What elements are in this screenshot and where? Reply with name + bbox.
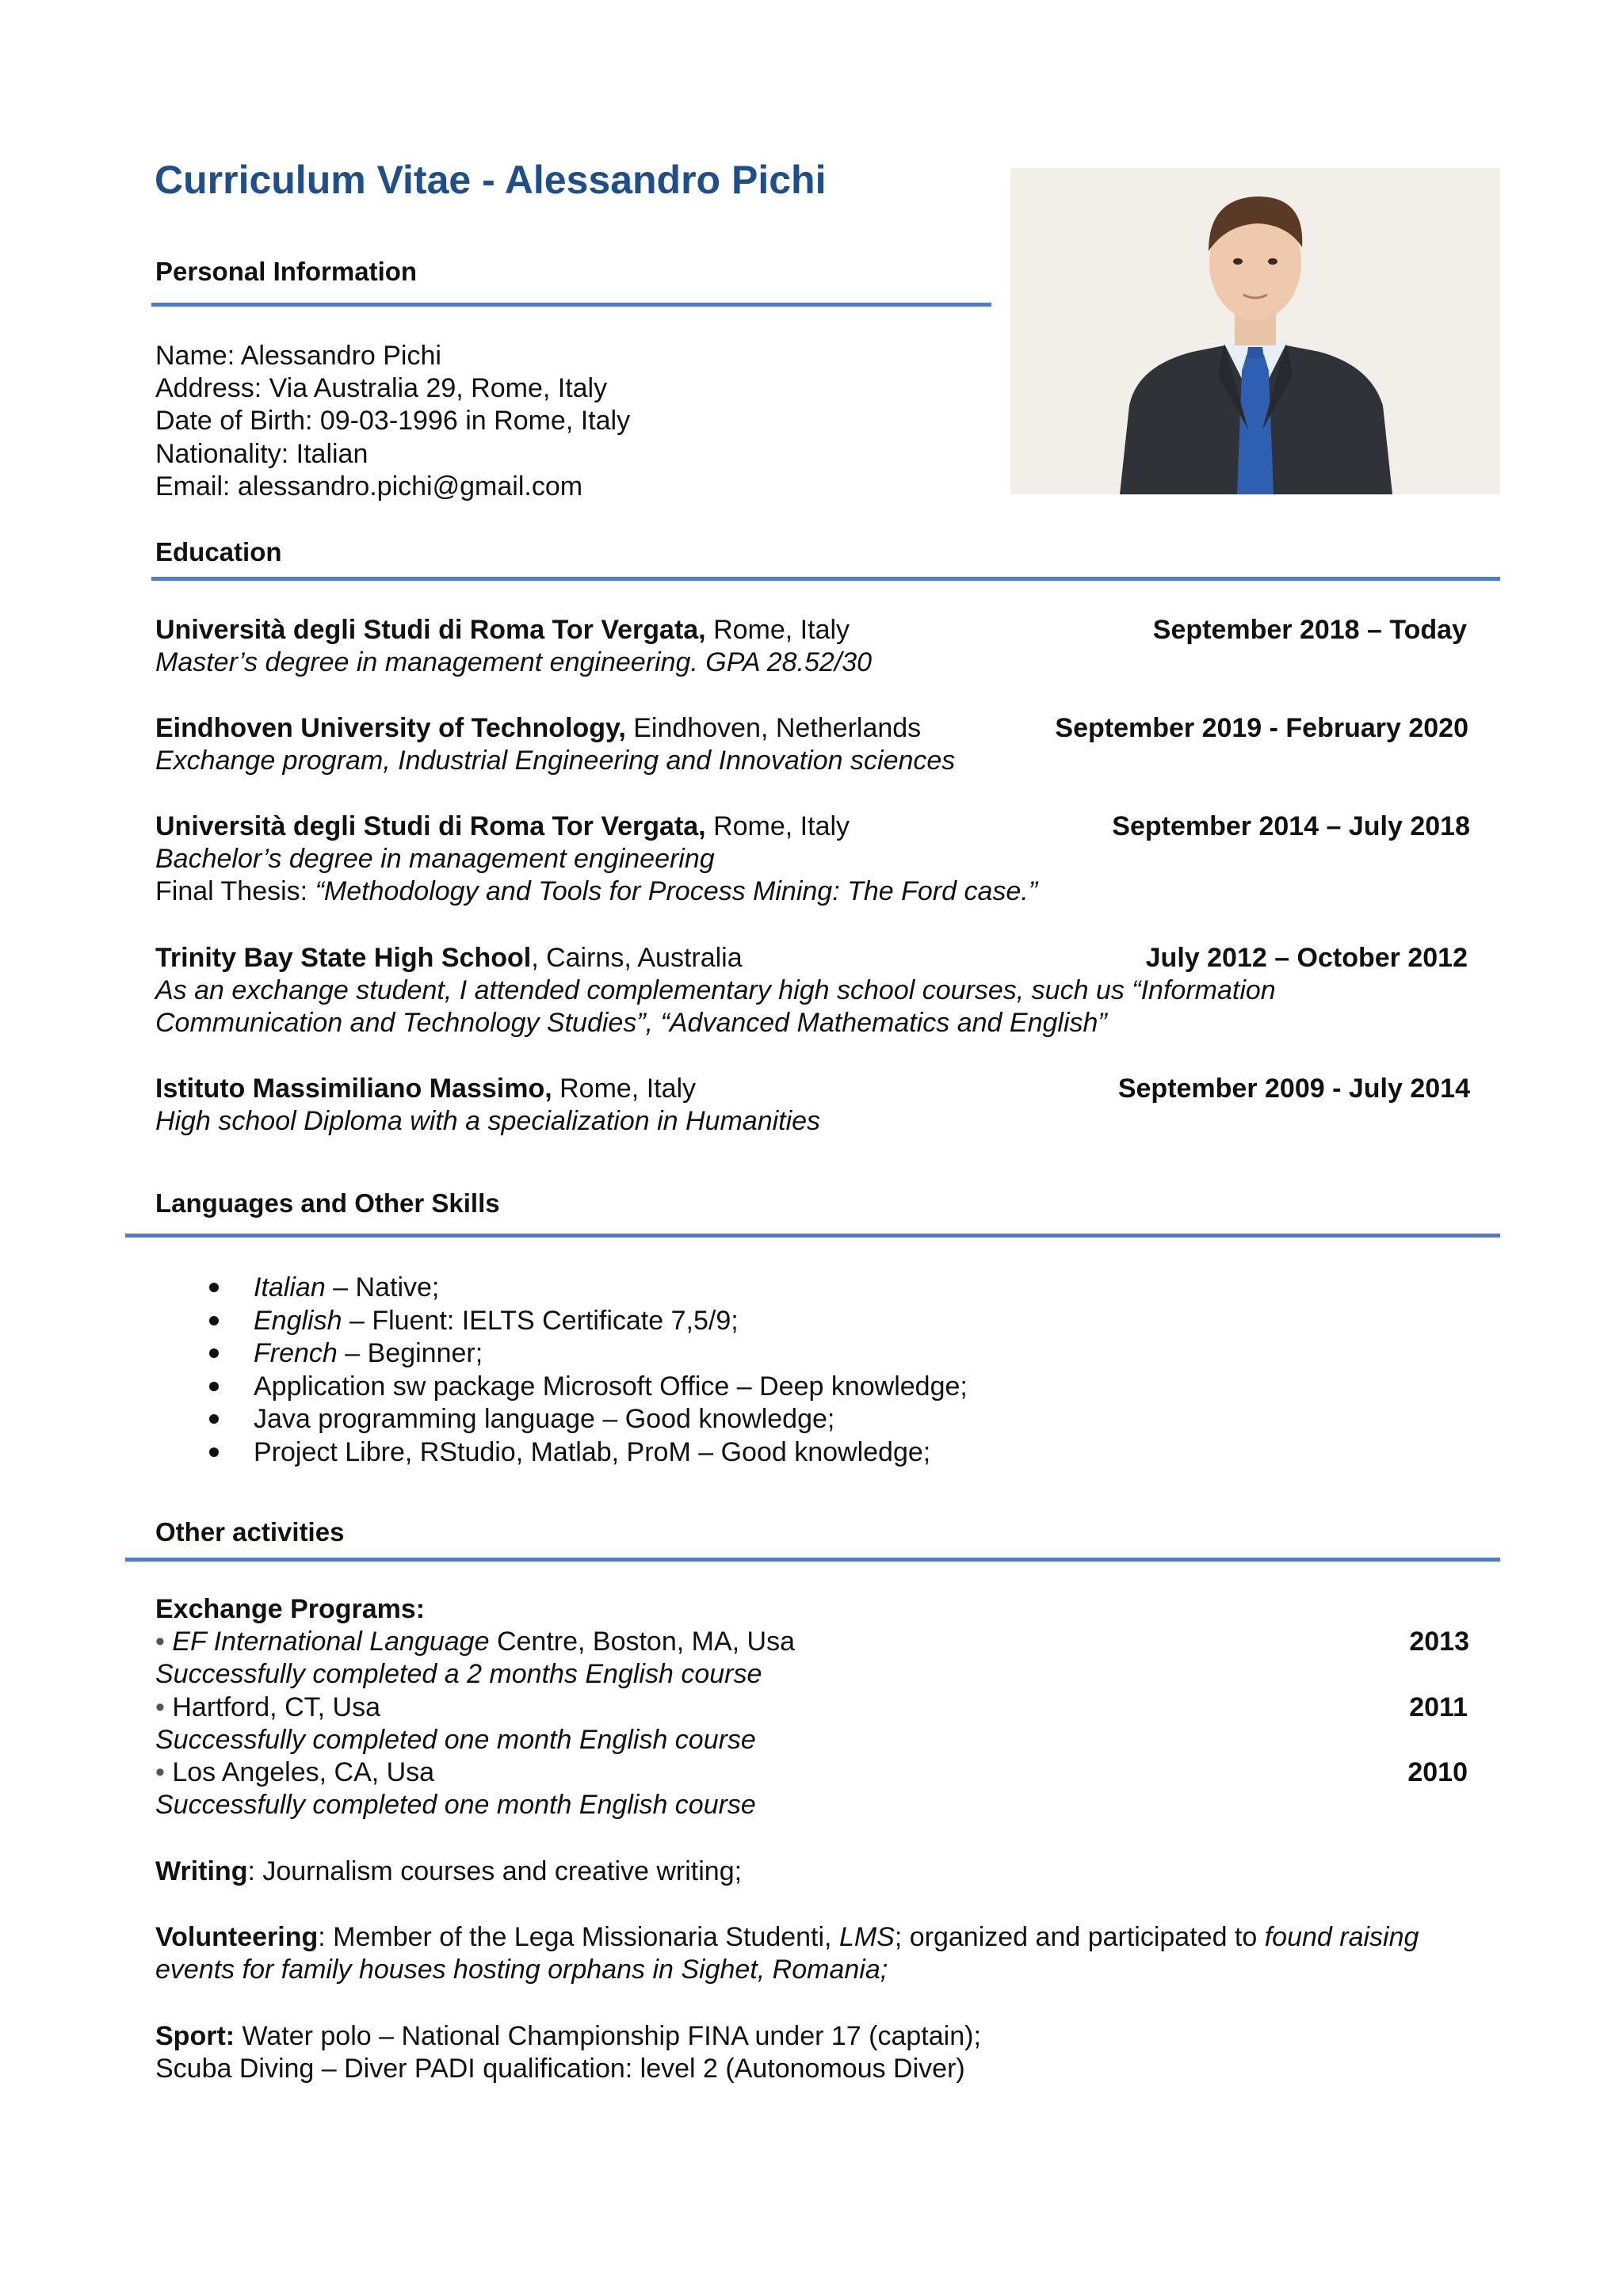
sport-label: Sport: [155,2021,235,2051]
list-item [206,1305,968,1338]
education-degree: Communication and Technology Studies”, “Advanced Mathematics and English” [155,1008,1107,1038]
program-italic: EF International Language [172,1627,490,1657]
education-dates: September 2018 – Today [1152,615,1467,645]
bullet-icon [209,1414,219,1424]
bullet-icon: • [155,1627,173,1657]
education-entry-title [155,712,921,745]
institution-name: Istituto Massimiliano Massimo, [155,1074,552,1104]
bullet-icon: • [155,1757,173,1787]
program-desc: Successfully completed one month English course [155,1790,756,1820]
education-dates: September 2009 - July 2014 [1117,1074,1470,1104]
bullet-icon [209,1447,219,1457]
writing-label: Writing [155,1856,248,1886]
volunteering-text: ; organized and participated to [894,1922,1265,1952]
program-title [155,1756,434,1789]
education-thesis [155,875,1037,908]
education-degree: As an exchange student, I attended complementary high school courses, such us “Information [155,975,1276,1005]
list-item [206,1436,968,1470]
personal-address: Address: Via Australia 29, Rome, Italy [155,373,608,403]
institution-name: Università degli Studi di Roma Tor Vergata, [155,615,706,645]
program-title [155,1626,795,1658]
program-desc: Successfully completed one month English course [155,1725,756,1755]
bullet-icon [209,1283,219,1292]
program-place: Centre, Boston, MA, Usa [489,1627,795,1657]
bullet-icon [209,1316,219,1325]
education-dates: September 2014 – July 2018 [1112,811,1470,841]
volunteering-line [155,1921,1419,1954]
list-item [206,1337,968,1371]
education-degree: Bachelor’s degree in management engineering [155,844,715,874]
profile-photo [1010,168,1500,494]
skill-level: Java programming language – Good knowledge; [254,1404,835,1434]
institution-place: Eindhoven, Netherlands [625,713,922,743]
institution-place: , Cairns, Australia [531,943,743,973]
section-divider [125,1234,1500,1238]
personal-nationality: Nationality: Italian [155,439,369,469]
section-heading-other: Other activities [155,1517,345,1547]
institution-name: Eindhoven University of Technology, [155,713,626,743]
skill-name: Italian [254,1272,326,1302]
portrait-illustration [1010,168,1500,494]
institution-place: Rome, Italy [705,615,850,645]
thesis-label: Final Thesis: [155,876,315,906]
skill-level: Application sw package Microsoft Office – Deep knowledge; [254,1371,968,1402]
education-entry-title [155,1073,696,1105]
bullet-icon [209,1348,219,1358]
program-desc: Successfully completed a 2 months English course [155,1659,762,1689]
education-entry-title [155,614,850,646]
page-title: Curriculum Vitae - Alessandro Pichi [155,158,827,202]
skill-level: – Beginner; [337,1338,483,1368]
list-item [206,1371,968,1404]
education-degree: Exchange program, Industrial Engineering and Innovation sciences [155,746,956,776]
skill-level: – Fluent: IELTS Certificate 7,5/9; [342,1305,739,1336]
skill-level: Project Libre, RStudio, Matlab, ProM – Good knowledge; [254,1436,931,1467]
skill-name: French [254,1338,338,1368]
bullet-icon: • [155,1692,173,1722]
section-divider [125,1558,1500,1562]
program-title [155,1691,380,1724]
list-item [206,1272,968,1305]
sport-line [155,2020,981,2053]
education-entry-title [155,810,850,843]
program-year: 2010 [1407,1757,1468,1787]
education-dates: July 2012 – October 2012 [1145,943,1468,973]
institution-place: Rome, Italy [705,811,850,841]
skills-list [206,1272,968,1469]
section-divider [151,303,991,307]
skill-level: – Native; [325,1272,440,1302]
writing-line [155,1855,742,1888]
sport-text: Water polo – National Championship FINA under 17 (captain); [235,2021,981,2051]
education-degree: High school Diploma with a specialization in Humanities [155,1106,821,1136]
skill-name: English [254,1305,342,1336]
education-entry-title [155,942,743,974]
volunteering-label: Volunteering [155,1922,319,1952]
volunteering-lms: LMS [838,1922,895,1952]
personal-name: Name: Alessandro Pichi [155,341,441,371]
volunteering-text: : Member of the Lega Missionaria Studenti, [318,1922,839,1952]
volunteering-line-2: events for family houses hosting orphans in Sighet, Romania; [155,1955,888,1985]
section-heading-skills: Languages and Other Skills [155,1188,500,1218]
personal-email: Email: alessandro.pichi@gmail.com [155,471,583,502]
bullet-icon [209,1382,219,1391]
program-year: 2011 [1409,1692,1468,1722]
education-dates: September 2019 - February 2020 [1055,713,1468,743]
institution-name: Trinity Bay State High School [155,943,532,973]
sport-line-2: Scuba Diving – Diver PADI qualification: level 2 (Autonomous Diver) [155,2054,965,2084]
thesis-title: “Methodology and Tools for Process Mining: The Ford case.” [315,876,1038,906]
writing-text: : Journalism courses and creative writing; [247,1856,743,1886]
program-place: Hartford, CT, Usa [172,1692,380,1722]
section-divider [151,577,1500,581]
education-degree: Master’s degree in management engineering. GPA 28.52/30 [155,647,873,677]
program-year: 2013 [1409,1627,1469,1657]
list-item [206,1403,968,1436]
volunteering-italic: found raising [1264,1922,1419,1952]
section-heading-personal: Personal Information [155,257,418,286]
section-heading-education: Education [155,537,282,566]
personal-dob: Date of Birth: 09-03-1996 in Rome, Italy [155,406,631,436]
exchange-programs-label: Exchange Programs: [155,1594,426,1624]
institution-name: Università degli Studi di Roma Tor Vergata, [155,811,706,841]
institution-place: Rome, Italy [552,1074,697,1104]
program-place: Los Angeles, CA, Usa [172,1757,435,1787]
